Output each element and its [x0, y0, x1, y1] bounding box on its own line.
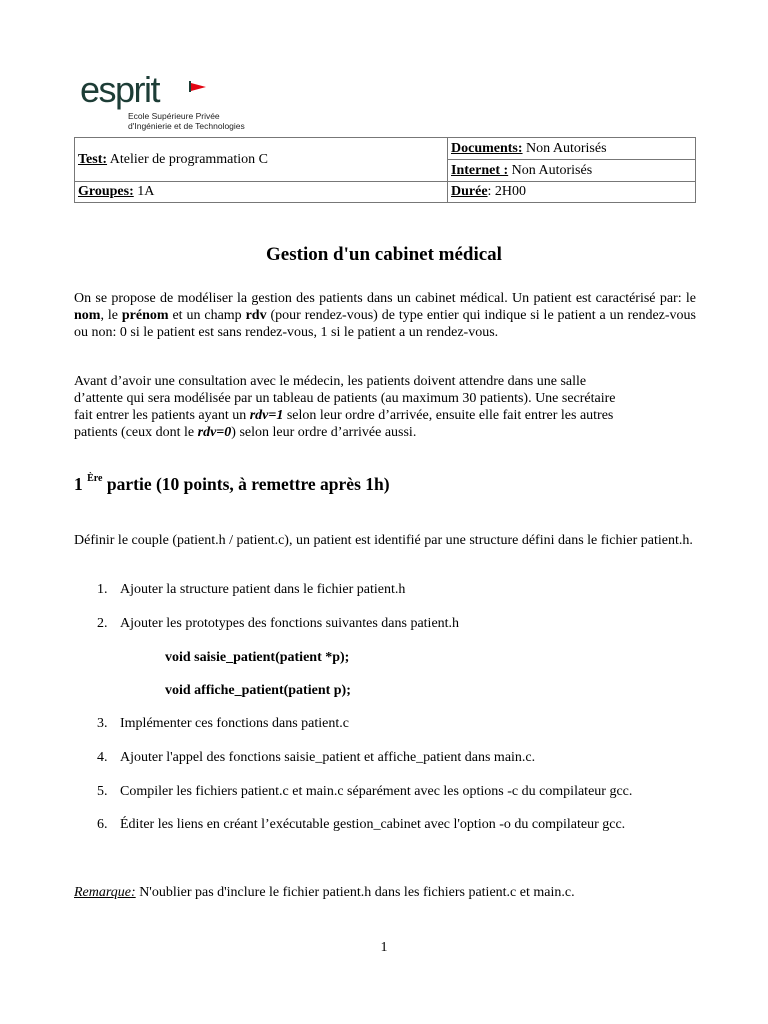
waiting-line-4 [74, 424, 696, 441]
waiting-line-3 [74, 407, 696, 424]
exam-header-table [74, 137, 696, 203]
documents-label: Documents: [451, 140, 523, 156]
part-title-text: partie (10 points, à remettre après 1h) [102, 474, 390, 494]
part-heading [74, 473, 390, 495]
rdv-1-expression: rdv=1 [249, 408, 284, 423]
waiting-line-3a: fait entrer les patients ayant un [74, 408, 250, 423]
intro-text-1: On se propose de modéliser la gestion des patients dans un cabinet médical. Un patient est caractérisé par: le [74, 291, 696, 306]
intro-text-2: , le [100, 308, 122, 323]
list-item-number: 4. [97, 750, 108, 765]
internet-cell [448, 160, 696, 182]
logo-line-2: d'Ingénierie et de Technologies [128, 121, 245, 131]
intro-bold-prenom: prénom [121, 308, 169, 323]
list-item-text: Implémenter ces fonctions dans patient.c [120, 716, 349, 731]
remark-text: N'oublier pas d'inclure le fichier patient.h dans les fichiers patient.c et main.c. [135, 885, 575, 900]
list-item-text: Compiler les fichiers patient.c et main.c séparément avec les options -c du compilateur gcc. [120, 784, 633, 799]
internet-label: Internet : [451, 162, 509, 178]
duree-value: : 2H00 [487, 184, 527, 199]
part-superscript: Ère [87, 473, 103, 484]
remark-label: Remarque: [74, 885, 136, 900]
waiting-line-2: d’attente qui sera modélisée par un tableau de patients (au maximum 30 patients). Une secrétaire [74, 391, 616, 406]
documents-value: Non Autorisés [526, 140, 607, 156]
waiting-line-4b: ) selon leur ordre d’arrivée aussi. [231, 425, 417, 440]
list-item-text: Ajouter l'appel des fonctions saisie_patient et affiche_patient dans main.c. [120, 750, 536, 765]
list-item-text: Éditer les liens en créant l’exécutable gestion_cabinet avec l'option -o du compilateur gcc. [120, 817, 626, 832]
list-item [97, 784, 632, 800]
part-number: 1 [74, 474, 83, 494]
esprit-logo [80, 69, 280, 136]
logo-wordmark: esprit [80, 69, 160, 110]
list-item-text: Ajouter la structure patient dans le fichier patient.h [120, 582, 406, 597]
list-item [97, 750, 535, 766]
list-item-number: 5. [97, 784, 108, 799]
documents-cell [448, 138, 696, 160]
list-item-text: Ajouter les prototypes des fonctions suivantes dans patient.h [120, 616, 460, 631]
list-item [97, 582, 405, 598]
intro-text-3: et un champ [168, 308, 246, 323]
intro-bold-nom: nom [74, 308, 101, 323]
prototype-saisie-patient: void saisie_patient(patient *p); [165, 650, 350, 665]
test-value: Atelier de programmation C [109, 151, 269, 167]
logo-line-1: Ecole Supérieure Privée [128, 111, 220, 121]
list-item [97, 817, 625, 833]
waiting-line-4a: patients (ceux dont le [74, 425, 198, 440]
intro-text-4: (pour rendez-vous) de type entier qui indique si le patient a un rendez-vous ou non: 0 si le patient est sans rendez-vous, 1 si le patient a un rendez-vous. [74, 308, 697, 340]
list-item [97, 716, 349, 732]
test-cell [75, 138, 448, 182]
document-title: Gestion d'un cabinet médical [266, 244, 502, 265]
rdv-0-expression: rdv=0 [197, 425, 232, 440]
list-item-number: 3. [97, 716, 108, 731]
groupes-value: 1A [137, 184, 155, 199]
waiting-line-3b: selon leur ordre d’arrivée, ensuite elle fait entrer les autres [283, 408, 614, 423]
duree-cell [448, 182, 696, 203]
internet-value: Non Autorisés [511, 162, 593, 178]
list-item-number: 2. [97, 616, 108, 631]
waiting-room-paragraph [74, 373, 696, 441]
page-number: 1 [380, 940, 388, 955]
list-item-number: 1. [97, 582, 108, 597]
groupes-label: Groupes: [78, 184, 134, 199]
groupes-cell [75, 182, 448, 203]
duree-label: Durée [451, 184, 488, 199]
list-item-number: 6. [97, 817, 108, 832]
prototype-affiche-patient: void affiche_patient(patient p); [165, 683, 351, 698]
intro-paragraph [74, 290, 696, 341]
waiting-line-1: Avant d’avoir une consultation avec le médecin, les patients doivent attendre dans une salle [74, 374, 587, 389]
list-item [97, 616, 459, 632]
intro-bold-rdv: rdv [245, 308, 267, 323]
definition-paragraph: Définir le couple (patient.h / patient.c), un patient est identifié par une structure défini dans le fichier patient.h. [74, 533, 693, 548]
remark [74, 885, 575, 901]
test-label: Test: [78, 151, 108, 167]
